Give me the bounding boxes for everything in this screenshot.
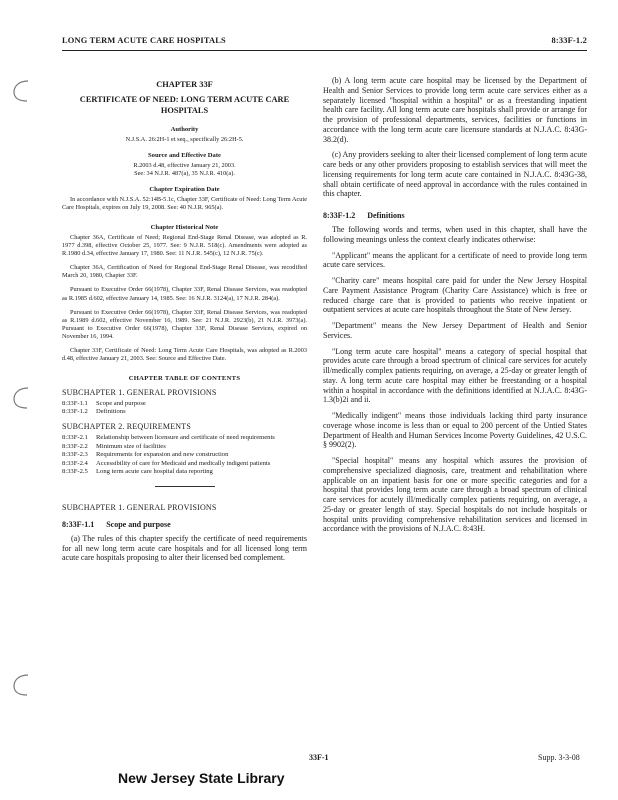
section-number: 8:33F-1.1	[62, 519, 95, 529]
toc-entry-title: Long term acute care hospital data reporting	[96, 468, 213, 476]
toc-entry-number: 8:33F-1.1	[62, 399, 88, 407]
definition-paragraph: "Special hospital" means any hospital which assures the provision of comprehensive specialized diagnosis, care, treatment and rehabilitation where applicable on an inpatient basis for one or more specific categories and for a hospital that provides long term acute care through a broad spectrum of clinical care services for acutely ill/medically complex patients requiring, on average, a 25-day or greater length of stay. Special hospitals do not include hospitals or hospital units providing comprehensive rehabilitation services and licensed in accordance with the provisions of N.J.A.C. 8:43H.	[323, 456, 587, 534]
toc-entry-title: Scope and purpose	[96, 399, 146, 407]
binder-hole-mark	[10, 672, 32, 698]
toc-entry-title: Accessibility of care for Medicaid and medically indigent patients	[96, 459, 271, 467]
toc-entry-number: 8:33F-1.2	[62, 408, 88, 416]
chapter-title: CERTIFICATE OF NEED: LONG TERM ACUTE CARE HOSPITALS	[79, 95, 290, 115]
toc-entry-number: 8:33F-2.4	[62, 459, 88, 467]
definition-paragraph: The following words and terms, when used in this chapter, shall have the following meanings unless the context clearly indicates otherwise:	[323, 225, 587, 244]
chapter-number: CHAPTER 33F	[156, 80, 213, 89]
binder-hole-mark	[10, 385, 32, 411]
toc-entry-number: 8:33F-2.2	[62, 442, 88, 450]
body-paragraph: (a) The rules of this chapter specify the certificate of need requirements for all new long term acute care hospitals and for all licensed long term acute care hospitals proposing to alter their licensed bed complement.	[62, 533, 307, 563]
expiration-heading: Chapter Expiration Date	[149, 186, 220, 194]
source-heading: Source and Effective Date	[148, 152, 221, 160]
source-text: R.2003 d.48, effective January 21, 2003.	[133, 162, 236, 170]
section-divider	[155, 486, 215, 487]
source-text: See: 34 N.J.R. 487(a), 35 N.J.R. 410(a).	[134, 170, 235, 178]
page-number: 33F-1	[309, 753, 329, 762]
body-paragraph: (b) A long term acute care hospital may be licensed by the Department of Health and Senior Services to provide long term acute care services either as a separately licensed "hospital within a hospital" or as a freestanding inpatient health care facility. All long term acute care hospitals shall provide or arrange for the provision of professional departments, services, facilities or functions in accordance with the long term acute care licensure standards at N.J.A.C. 8:43G-38.2(d).	[323, 76, 587, 144]
history-paragraph: Chapter 36A, Certificate of Need; Regional End-Stage Renal Disease, was adopted as R. 1977 d.398, effective October 25, 1977. See: 9 N.J.R. 518(c). Amendments were adopted as R.1980 d.34, effective January 17, 1980. See: 11 N.J.R. 545(c), 12 N.J.R. 75(c).	[62, 234, 307, 258]
section-title: Scope and purpose	[106, 519, 171, 529]
library-stamp: New Jersey State Library	[118, 770, 285, 786]
header-section-number: 8:33F-1.2	[551, 36, 587, 45]
toc-heading: CHAPTER TABLE OF CONTENTS	[128, 374, 241, 382]
toc-entry	[62, 451, 307, 459]
supplement-date: Supp. 3-3-08	[538, 753, 580, 762]
history-paragraph: Pursuant to Executive Order 66(1978), Chapter 33F, Renal Disease Services, was readopted as R.1985 d.602, effective January 14, 1985. See: 16 N.J.R. 3124(a), 17 N.J.R. 284(a).	[62, 286, 307, 302]
toc-entry-number: 8:33F-2.5	[62, 468, 88, 476]
toc-entry	[62, 434, 307, 442]
left-column	[62, 62, 307, 569]
body-paragraph: (c) Any providers seeking to alter their licensed complement of long term acute care beds or any other providers proposing to establish services that will meet the licensing requirements for long term acute care contained in N.J.A.C. 8:43G-38, shall obtain certificate of need approval in accordance with the rules contained in this chapter.	[323, 150, 587, 199]
definition-paragraph: "Medically indigent" means those individuals lacking third party insurance coverage whose income is less than or equal to 200 percent of the Untied States Department of Health and Human Services Income Poverty Guidelines, 42 U.S.C. § 9902(2).	[323, 411, 587, 450]
subchapter-1-heading: SUBCHAPTER 1. GENERAL PROVISIONS	[62, 502, 217, 512]
section-heading	[323, 211, 587, 220]
toc-entry	[62, 443, 307, 451]
toc-subchapter-1: SUBCHAPTER 1. GENERAL PROVISIONS	[62, 387, 217, 397]
toc-entry-title: Relationship between licensure and certificate of need requirements	[96, 434, 275, 441]
definition-paragraph: "Charity care" means hospital care paid for under the New Jersey Hospital Care Payment Assistance Program (Charity Care Assistance) which is free or reduced charge care that is provided to patients who receive inpatient or outpatient services at acute care hospitals throughout the State of New Jersey.	[323, 276, 587, 315]
toc-entry-number: 8:33F-2.3	[62, 451, 88, 459]
toc-entry	[62, 400, 307, 408]
history-paragraph: Pursuant to Executive Order 66(1978), Chapter 33F, Renal Disease Services, was readopted as R.1989 d.602, effective November 16, 1989. See: 21 N.J.R. 2923(b), 21 N.J.R. 3973(a). Pursuant to Executive Order 66(1978), Chapter 33F, Renal Disease Services, expired on November 16, 1994.	[62, 308, 307, 340]
running-header	[62, 34, 587, 51]
toc-entry	[62, 468, 307, 476]
history-paragraph: Chapter 33F, Certificate of Need: Long Term Acute Care Hospitals, was adopted as R.2003 d.48, effective January 21, 2003. See: Source and Effective Date.	[62, 346, 307, 362]
history-paragraph: Chapter 36A, Certification of Need for Regional End-Stage Renal Disease, was recodified March 20, 1980, Chapter 33F.	[62, 264, 307, 280]
section-title: Definitions	[367, 211, 405, 220]
section-heading	[62, 520, 307, 529]
definition-paragraph: "Long term acute care hospital" means a category of special hospital that provides acute care through a broad spectrum of clinical care services for acutely ill/medically complex patients requiring, on average, a 25-day or greater length of stay. A long term acute care hospital may either be freestanding or a hospital within a hospital in accordance with the definitions identified at N.J.A.C. 8:43G-1.3(b)2i and ii.	[323, 346, 587, 405]
toc-entry-number: 8:33F-2.1	[62, 434, 88, 441]
section-number: 8:33F-1.2	[323, 211, 356, 220]
history-heading: Chapter Historical Note	[150, 224, 219, 232]
header-title: LONG TERM ACUTE CARE HOSPITALS	[62, 36, 226, 45]
toc-entry	[62, 408, 307, 416]
toc-entry-title: Definitions	[96, 408, 126, 416]
definition-paragraph: "Department" means the New Jersey Department of Health and Senior Services.	[323, 321, 587, 340]
toc-entry-title: Requirements for expansion and new construction	[96, 451, 229, 459]
binder-hole-mark	[10, 78, 32, 104]
toc-entry	[62, 460, 307, 468]
definition-paragraph: "Applicant" means the applicant for a certificate of need to provide long term acute care services.	[323, 250, 587, 270]
expiration-text: In accordance with N.J.S.A. 52:14B-5.1c, Chapter 33F, Certificate of Need: Long Term Acute Care Hospitals, expires on July 19, 2008. See: 40 N.J.R. 965(a).	[62, 196, 307, 212]
right-column	[323, 62, 587, 540]
toc-entry-title: Minimum size of facilities	[96, 442, 166, 450]
authority-text: N.J.S.A. 26:2H-1 et seq., specifically 26:2H-5.	[125, 136, 244, 143]
toc-subchapter-2: SUBCHAPTER 2. REQUIREMENTS	[62, 422, 191, 431]
authority-heading: Authority	[170, 126, 199, 133]
